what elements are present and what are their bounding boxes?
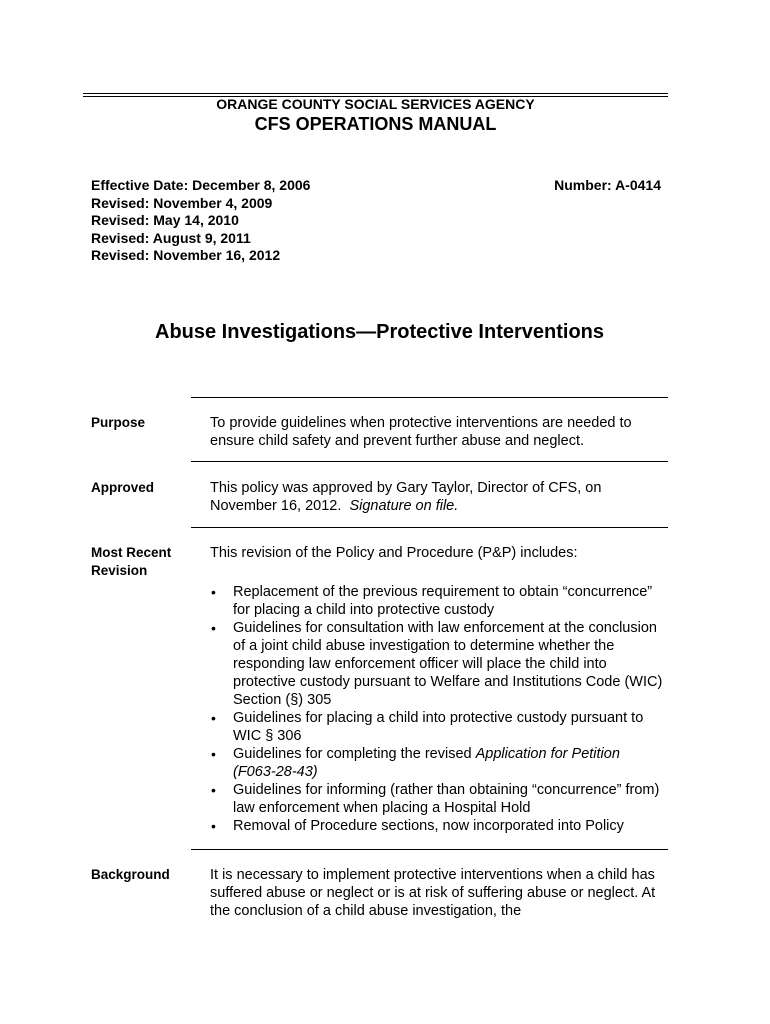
document-title: Abuse Investigations—Protective Interventions: [155, 321, 604, 343]
header-rule-top: [83, 93, 668, 94]
purpose-label: Purpose: [91, 415, 146, 430]
list-item-text: Guidelines for informing (rather than obtaining “concurrence” from) law enforcement when placing a Hospital Hold: [233, 782, 660, 816]
signature-note: Signature on file.: [349, 498, 459, 514]
purpose-text: To provide guidelines when protective interventions are needed to ensure child safety and prevent further abuse and neglect.: [210, 415, 632, 449]
section-divider: [191, 527, 668, 528]
list-item: [210, 745, 665, 781]
form-name: Application for Petition (F063-28-43): [233, 746, 620, 780]
revised-date: Revised: November 4, 2009: [91, 194, 273, 211]
section-divider: [191, 397, 668, 398]
revised-date: Revised: May 14, 2010: [91, 212, 239, 228]
list-item: [210, 817, 665, 835]
revised-date: Revised: November 16, 2012: [91, 247, 281, 263]
dates-block: [91, 177, 310, 265]
revision-intro: This revision of the Policy and Procedure (P&P) includes:: [210, 545, 578, 561]
revision-label-line: Revision: [91, 562, 148, 578]
approved-text: [210, 479, 670, 515]
effective-date: Effective Date: December 8, 2006: [91, 177, 311, 193]
list-item: [210, 619, 665, 709]
list-item-text: Guidelines for placing a child into protective custody pursuant to WIC § 306: [233, 710, 644, 744]
list-item-text: Guidelines for consultation with law enforcement at the conclusion of a joint child abuse investigation to determine whether the responding law enforcement officer will place the child into protective custody pursuant to Welfare and Institutions Code (WIC) Section (§) 305: [233, 620, 663, 708]
approved-statement: This policy was approved by Gary Taylor, Director of CFS, on November 16, 2012.: [210, 480, 602, 514]
section-divider: [191, 849, 668, 850]
revision-label-line: Most Recent: [91, 545, 172, 560]
list-item-text: Removal of Procedure sections, now incorporated into Policy: [233, 818, 624, 834]
revision-label: [91, 544, 171, 579]
approved-label: Approved: [91, 480, 155, 495]
revised-date: Revised: August 9, 2011: [91, 229, 251, 246]
background-label: Background: [91, 867, 170, 882]
manual-title: CFS OPERATIONS MANUAL: [254, 114, 497, 134]
agency-name: ORANGE COUNTY SOCIAL SERVICES AGENCY: [216, 96, 535, 112]
list-item: [210, 709, 665, 745]
list-item: [210, 781, 665, 817]
section-divider: [191, 461, 668, 462]
list-item-text: Guidelines for completing the revised: [233, 746, 472, 762]
list-item-text: Replacement of the previous requirement to obtain “concurrence” for placing a child into protective custody: [233, 584, 653, 618]
policy-number: Number: A-0414: [554, 177, 661, 193]
background-text: It is necessary to implement protective interventions when a child has suffered abuse or neglect or is at risk of suffering abuse or neglect. At the conclusion of a child abuse investigation, the: [210, 867, 656, 919]
revision-list: [210, 583, 665, 835]
list-item: [210, 583, 665, 619]
